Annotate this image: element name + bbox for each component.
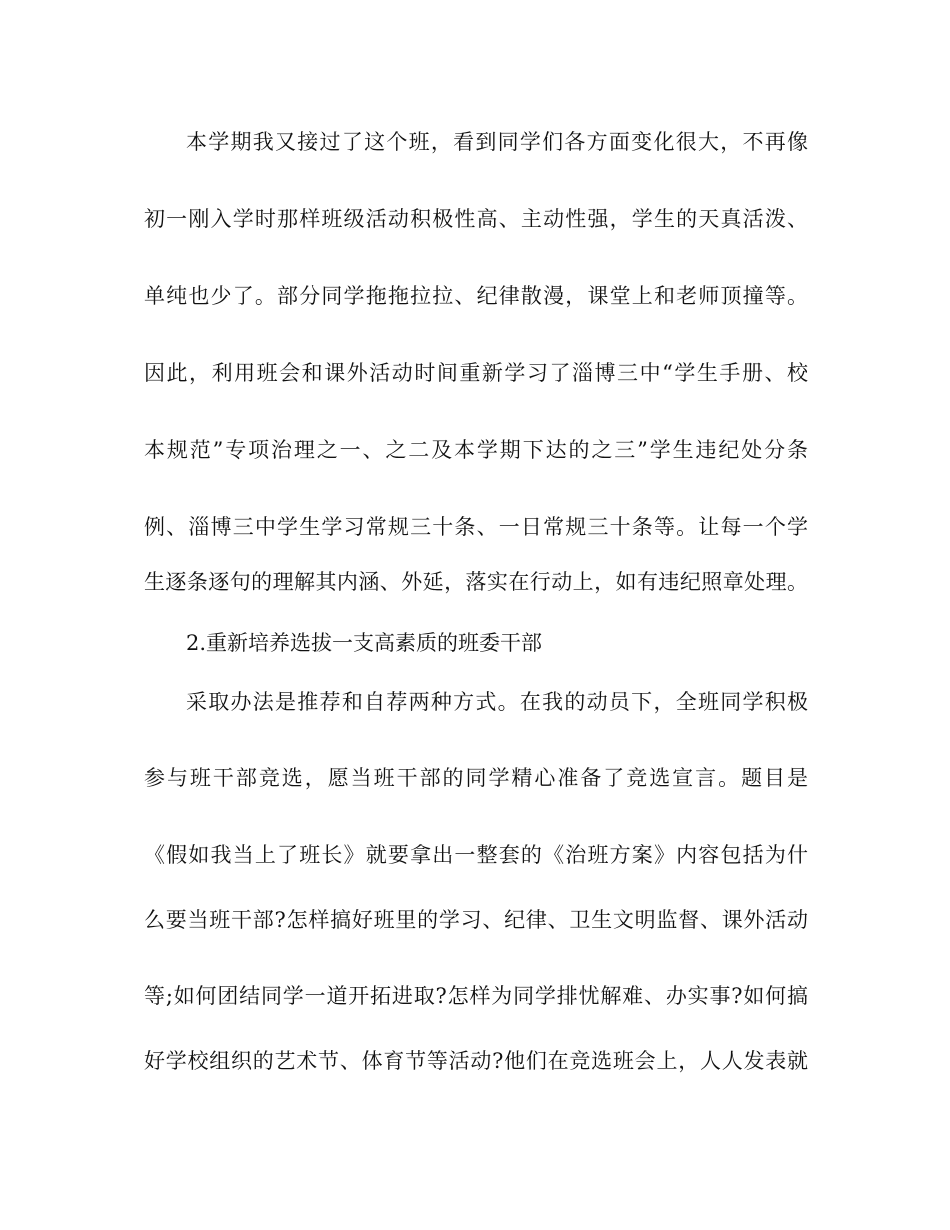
- paragraph-line: 么要当班干部?怎样搞好班里的学习、纪律、卫生文明监督、课外活动: [144, 908, 808, 932]
- paragraph-line: 本学期我又接过了这个班，看到同学们各方面变化很大，不再像: [186, 130, 808, 154]
- paragraph-line: 参与班干部竞选，愿当班干部的同学精心准备了竞选宣言。题目是: [144, 766, 808, 790]
- paragraph-line: 好学校组织的艺术节、体育节等活动?他们在竞选班会上，人人发表就: [144, 1049, 808, 1073]
- paragraph-line: 《假如我当上了班长》就要拿出一整套的《治班方案》内容包括为什: [144, 843, 808, 867]
- paragraph-line: 采取办法是推荐和自荐两种方式。在我的动员下，全班同学积极: [186, 690, 808, 714]
- paragraph-line: 初一刚入学时那样班级活动积极性高、主动性强，学生的天真活泼、: [144, 207, 808, 231]
- section-heading: 2.重新培养选拔一支高素质的班委干部: [186, 631, 543, 655]
- paragraph-line: 单纯也少了。部分同学拖拖拉拉、纪律散漫，课堂上和老师顶撞等。: [144, 284, 808, 308]
- paragraph-line: 例、淄博三中学生学习常规三十条、一日常规三十条等。让每一个学: [144, 515, 808, 539]
- paragraph-line: 生逐条逐句的理解其内涵、外延，落实在行动上，如有违纪照章处理。: [144, 570, 808, 594]
- paragraph-line: 本规范”专项治理之一、之二及本学期下达的之三”学生违纪处分条: [144, 438, 808, 462]
- paragraph-line: 因此，利用班会和课外活动时间重新学习了淄博三中“学生手册、校: [144, 361, 808, 385]
- paragraph-line: 等;如何团结同学一道开拓进取?怎样为同学排忧解难、办实事?如何搞: [144, 984, 808, 1008]
